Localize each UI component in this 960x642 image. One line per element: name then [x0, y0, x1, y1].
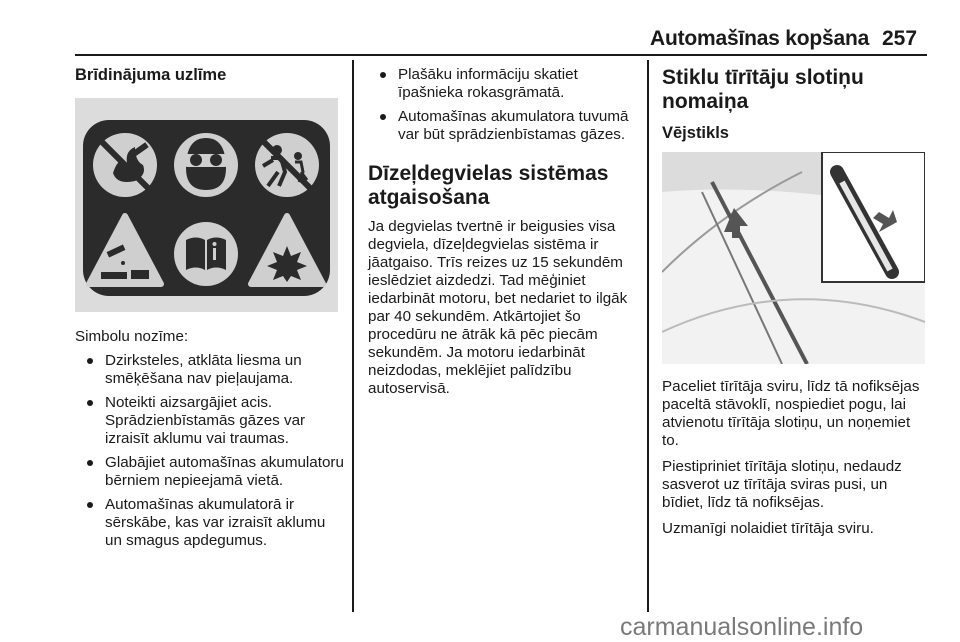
wiper-blade-figure	[662, 152, 925, 364]
diesel-bleeding-heading	[368, 162, 636, 210]
warning-label-figure	[75, 98, 338, 312]
instruction-paragraph: Uzmanīgi nolaidiet tīrītāja sviru.	[662, 520, 874, 537]
wiper-blade-illustration	[662, 152, 925, 364]
watermark: carmanualsonline.info	[620, 613, 864, 641]
header-rule	[75, 54, 927, 56]
column-2	[368, 60, 636, 398]
list-item: Noteikti aizsargājiet acis. Sprādzienbīstamās gāzes var izraisīt aklumu vai traumas.	[75, 394, 345, 448]
heading-line: nomaiņa	[662, 90, 749, 113]
running-title: Automašīnas kopšana	[650, 27, 870, 50]
list-item: Dzirksteles, atklāta liesma un smēķēšana nav pieļaujama.	[75, 352, 345, 388]
warning-label-heading: Brīdinājuma uzlīme	[75, 66, 227, 84]
no-fire-icon	[93, 133, 157, 197]
symbols-list	[75, 352, 345, 550]
page-header	[0, 0, 960, 60]
list-item: Automašīnas akumulatora tuvumā var būt sprādzienbīstamas gāzes.	[368, 108, 636, 144]
heading-line: Stiklu tīrītāju slotiņu	[662, 66, 864, 89]
column-3	[662, 60, 930, 538]
page-number: 257	[882, 27, 918, 50]
list-item: Automašīnas akumulatorā ir sērskābe, kas var izraisīt aklumu un smagus apdegumus.	[75, 496, 345, 550]
column-divider-1	[352, 60, 354, 612]
warning-label-svg	[75, 98, 338, 312]
column-divider-2	[647, 60, 649, 612]
manual-icon	[174, 222, 238, 286]
keep-children-away-icon	[255, 133, 319, 197]
continued-list	[368, 66, 636, 144]
instruction-paragraph: Paceliet tīrītāja sviru, līdz tā nofiksējas paceltā stāvoklī, nospiediet pogu, lai atvienotu tīrītāja slotiņu, un noņemiet to.	[662, 378, 920, 449]
column-1	[75, 60, 345, 550]
instruction-paragraph: Piestipriniet tīrītāja slotiņu, nedaudz sasverot uz tīrītāja sviras pusi, un bīdiet, līdz tā nofiksējas.	[662, 458, 902, 511]
wiper-blade-heading	[662, 66, 930, 114]
heading-line: Dīzeļdegvielas sistēmas	[368, 162, 609, 185]
windscreen-subheading: Vējstikls	[662, 124, 729, 142]
heading-line: atgaisošana	[368, 186, 490, 209]
list-item: Plašāku informāciju skatiet īpašnieka rokasgrāmatā.	[368, 66, 636, 102]
list-item: Glabājiet automašīnas akumulatoru bērniem nepieejamā vietā.	[75, 454, 345, 490]
eye-protection-icon	[174, 133, 238, 197]
symbols-intro: Simbolu nozīme:	[75, 328, 189, 345]
diesel-bleeding-text: Ja degvielas tvertnē ir beigusies visa degviela, dīzeļdegvielas sistēma ir jāatgaiso. Trīs reizes uz 15 sekundēm ieslēdziet aizdedzi. Tad mēģiniet iedarbināt motoru, bet nedariet to ilgāk par 40 sekundēm. Atkārtojiet šo procedūru ne ātrāk kā pēc piecām sekundēm. Ja motoru iedarbināt neizdodas, meklējiet palīdzību autoservisā.	[368, 218, 628, 397]
